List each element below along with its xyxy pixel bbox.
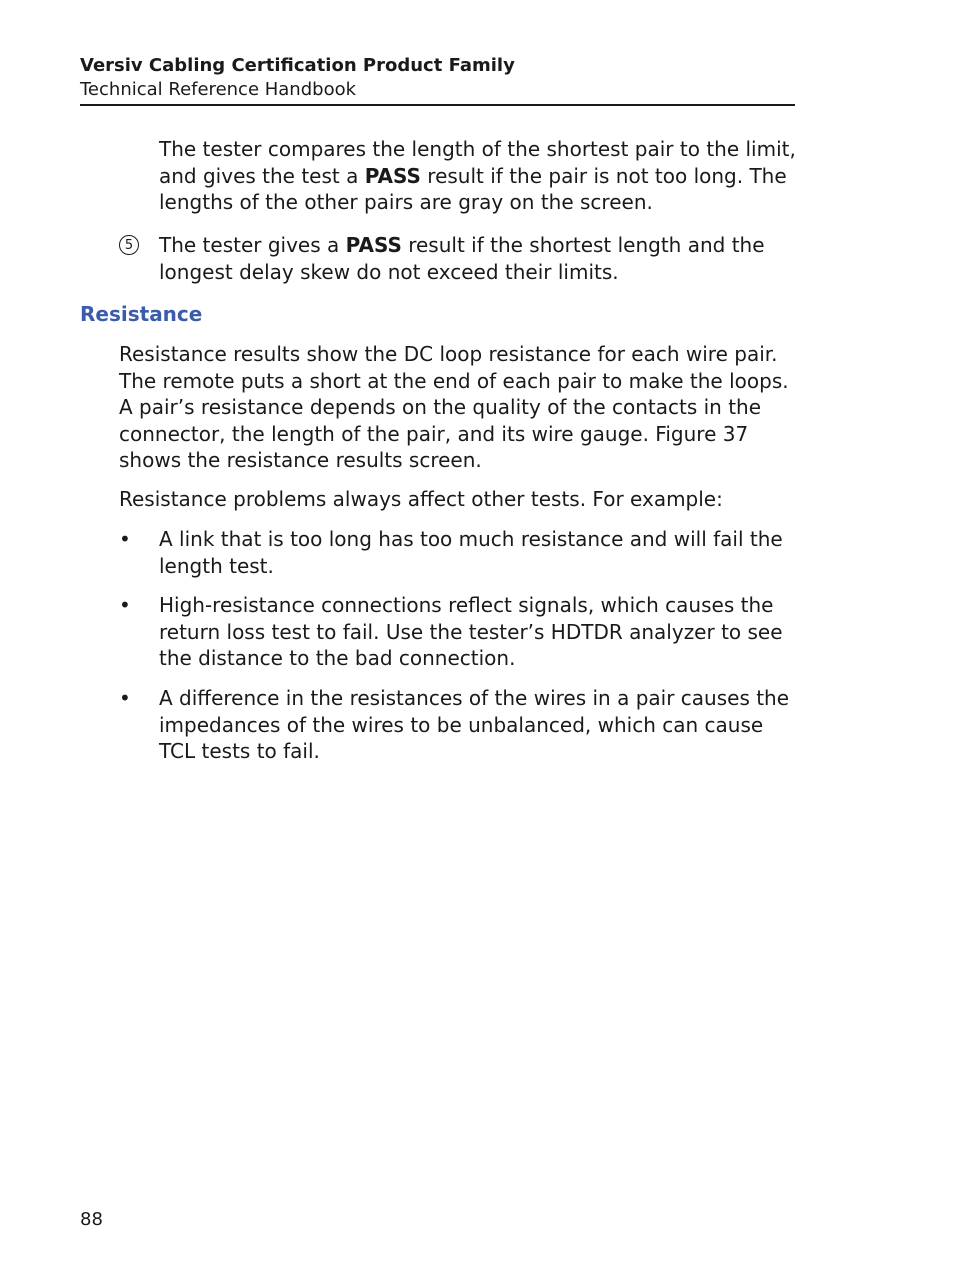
intro-text-2: result if the pair is not too long. The lengths of the other pairs are gray on the screen. [159,163,787,214]
step-5-text-1: The tester gives a [159,233,346,257]
header-handbook-title: Technical Reference Handbook [80,79,357,100]
intro-text-1: The tester compares the length of the shortest pair to the limit, and gives the test a [159,137,796,188]
bullet-marker: • [119,527,131,551]
running-header [80,54,795,106]
header-rule [80,104,795,106]
step-5-paragraph [159,232,799,285]
header-product-title: Versiv Cabling Certification Product Family [80,55,515,76]
resistance-paragraph-2: Resistance problems always affect other tests. For example: [119,487,723,511]
intro-paragraph [159,136,799,216]
step-5-pass-bold: PASS [345,233,402,257]
bullet-item: A link that is too long has too much resistance and will fail the length test. [159,527,783,578]
page-number: 88 [80,1209,103,1230]
step-number-circle: 5 [119,235,139,255]
resistance-paragraph-1: Resistance results show the DC loop resistance for each wire pair. The remote puts a short at the end of each pair to make the loops. A pair’s resistance depends on the quality of the contacts in the connector, the length of the pair, and its wire gauge. Figure 37 shows the resistance results screen. [119,342,789,472]
intro-pass-bold: PASS [364,163,421,188]
section-heading: Resistance [80,302,203,326]
bullet-item: High-resistance connections reflect signals, which causes the return loss test to fail. Use the tester’s HDTDR analyzer to see the distance to the bad connection. [159,593,783,670]
step-5-text-2: result if the shortest length and the longest delay skew do not exceed their limits. [159,233,765,284]
bullet-marker: • [119,593,131,617]
bullet-item: A difference in the resistances of the wires in a pair causes the impedances of the wires to be unbalanced, which can cause TCL tests to fail. [159,686,790,763]
bullet-marker: • [119,686,131,710]
